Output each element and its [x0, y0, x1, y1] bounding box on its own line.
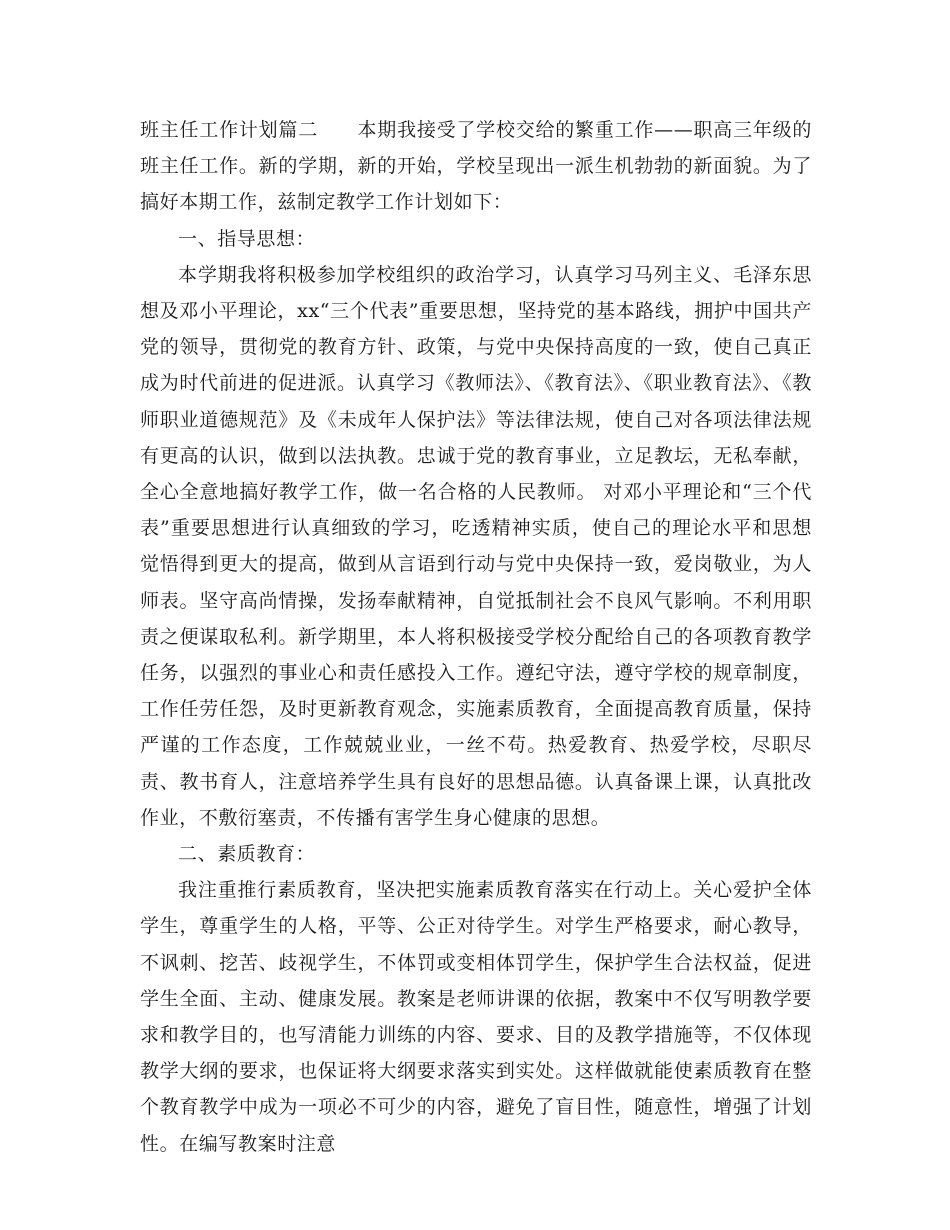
section-paragraph-guiding-thought: 本学期我将积极参加学校组织的政治学习，认真学习马列主义、毛泽东思想及邓小平理论，xx“三个代表”重要思想，坚持党的基本路线，拥护中国共产党的领导，贯彻党的教育方针、政策，与党中央保持高度的一致，使自己真正成为时代前进的促进派。认真学习《教师法》、《教育法》、《职业教育法》、《教师职业道德规范》及《未成年人保护法》等法律法规，使自己对各项法律法规有更高的认识，做到以法执教。忠诚于党的教育事业，立足教坛，无私奉献，全心全意地搞好教学工作，做一名合格的人民教师。 对邓小平理论和“三个代表”重要思想进行认真细致的学习，吃透精神实质，使自己的理论水平和思想觉悟得到更大的提高，做到从言语到行动与党中央保持一致，爱岗敬业，为人师表。坚守高尚情操，发扬奉献精神，自觉抵制社会不良风气影响。不利用职责之便谋取私利。新学期里，本人将积极接受学校分配给自己的各项教育教学任务，以强烈的事业心和责任感投入工作。遵纪守法，遵守学校的规章制度，工作任劳任怨，及时更新教育观念，实施素质教育，全面提高教育质量，保持严谨的工作态度，工作兢兢业业，一丝不苟。热爱教育、热爱学校，尽职尽责、教书育人，注意培养学生具有良好的思想品德。认真备课上课，认真批改作业，不敷衍塞责，不传播有害学生身心健康的思想。 — [140, 263, 812, 829]
section-heading-guiding-thought: 一、指导思想： — [178, 227, 316, 250]
section-heading-quality-education: 二、素质教育： — [178, 843, 316, 866]
section-paragraph-quality-education: 我注重推行素质教育，坚决把实施素质教育落实在行动上。关心爱护全体学生，尊重学生的人格，平等、公正对待学生。对学生严格要求，耐心教导，不讽刺、挖苦、歧视学生，不体罚或变相体罚学生，保护学生合法权益，促进学生全面、主动、健康发展。教案是老师讲课的依据，教案中不仅写明教学要求和教学目的，也写清能力训练的内容、要求、目的及教学措施等，不仅体现教学大纲的要求，也保证将大纲要求落实到实处。这样做就能使素质教育在整个教育教学中成为一项必不可少的内容，避免了盲目性，随意性，增强了计划性。在编写教案时注意 — [140, 879, 812, 1155]
document-body — [140, 112, 812, 1162]
intro-paragraph: 班主任工作计划篇二 本期我接受了学校交给的繁重工作——职高三年级的班主任工作。新的学期，新的开始，学校呈现出一派生机勃勃的新面貌。为了搞好本期工作，兹制定教学工作计划如下： — [140, 119, 812, 214]
